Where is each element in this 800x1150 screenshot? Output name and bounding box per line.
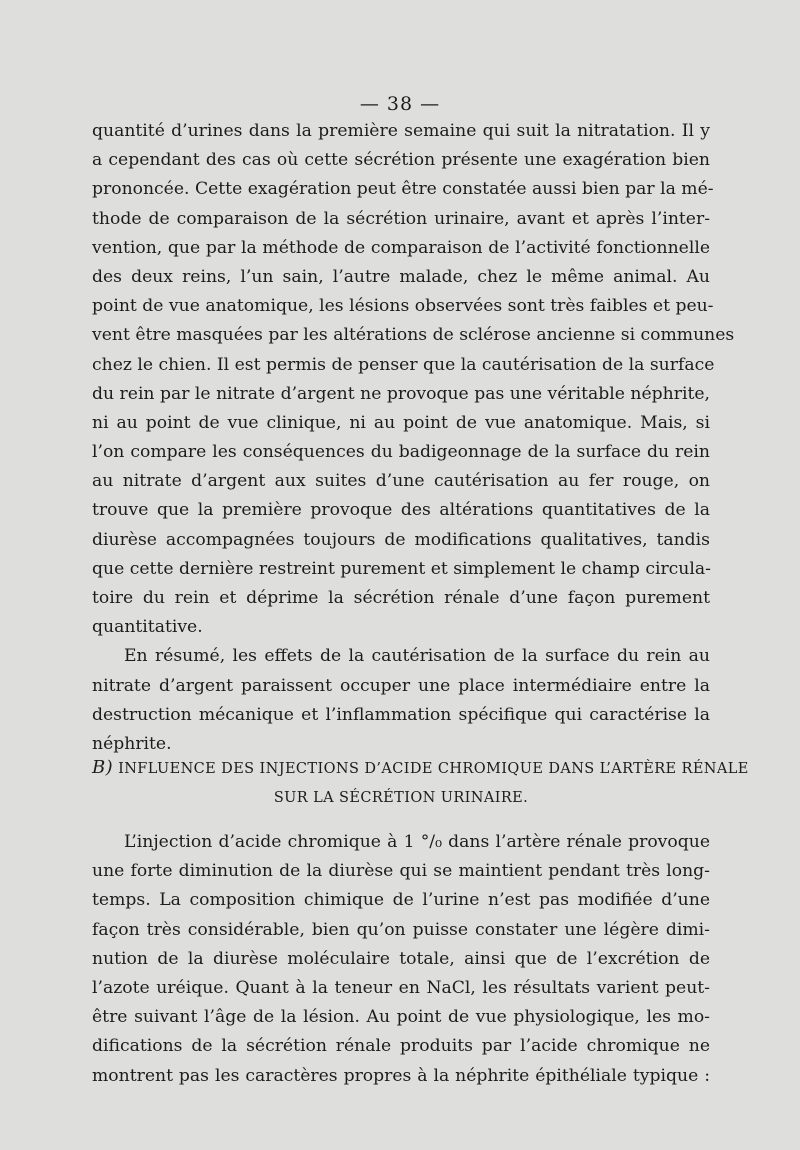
text-line: néphrite. [92,733,172,754]
text-line: une forte diminution de la diurèse qui se maintient pendant très long- [92,861,710,882]
heading-subtitle: SUR LA SÉCRÉTION URINAIRE. [273,790,529,806]
text-line: thode de comparaison de la sécrétion urinaire, avant et après l’inter- [92,208,710,229]
text-line: point de vue anatomique, les lésions observées sont très faibles et peu- [92,296,714,317]
text-line: vent être masquées par les altérations de sclérose ancienne si communes [92,325,735,346]
text-line: trouve que la première provoque des altérations quantitatives de la [92,500,710,521]
text-line: ni au point de vue clinique, ni au point de vue anatomique. Mais, si [92,412,710,433]
text-line: que cette dernière restreint purement et simplement le champ circula- [92,558,711,579]
text-line: destruction mécanique et l’inflammation spécifique qui caractérise la [92,704,710,725]
text-line: montrent pas les caractères propres à la néphrite épithéliale typique : [92,1065,710,1086]
text-line: En résumé, les effets de la cautérisation de la surface du rein au [124,646,710,667]
paragraph-chromic-acid [92,828,710,1091]
text-line: être suivant l’âge de la lésion. Au point de vue physiologique, les mo- [92,1007,710,1028]
text-line: vention, que par la méthode de comparaison de l’activité fonctionnelle [92,237,710,258]
heading-title: INFLUENCE DES INJECTIONS D’ACIDE CHROMIQUE DANS L’ARTÈRE RÉNALE [118,761,749,777]
text-line: nitrate d’argent paraissent occuper une place intermédiaire entre la [92,675,710,696]
text-line: L’injection d’acide chromique à 1 °/₀ dans l’artère rénale provoque [124,832,710,852]
text-line: chez le chien. Il est permis de penser que la cautérisation de la surface [92,354,715,375]
text-line: temps. La composition chimique de l’urine n’est pas modifiée d’une [92,890,710,911]
text-line: du rein par le nitrate d’argent ne provoque pas une véritable néphrite, [92,383,710,404]
text-line: des deux reins, l’un sain, l’autre malade, chez le même animal. Au [92,266,710,287]
text-line: façon très considérable, bien qu’on puisse constater une légère dimi- [92,919,710,940]
text-line: difications de la sécrétion rénale produits par l’acide chromique ne [92,1036,710,1057]
text-line: toire du rein et déprime la sécrétion rénale d’une façon purement [92,588,710,608]
text-line: l’on compare les conséquences du badigeonnage de la surface du rein [92,442,710,463]
text-line: nution de la diurèse moléculaire totale, ainsi que de l’excrétion de [92,948,710,969]
text-line: a cependant des cas où cette sécrétion présente une exagération bien [92,150,710,171]
section-heading [92,753,749,813]
text-line: quantité d’urines dans la première semaine qui suit la nitratation. Il y [92,121,710,141]
text-line: diurèse accompagnées toujours de modifications qualitatives, tandis [92,529,710,550]
text-line: l’azote uréique. Quant à la teneur en NaCl, les résultats varient peut- [92,977,710,998]
page-number: — 38 — [359,93,441,115]
text-line: au nitrate d’argent aux suites d’une cautérisation au fer rouge, on [92,471,710,492]
paragraph-nitratation [92,117,735,759]
text-line: quantitative. [92,617,203,638]
section-marker: B) [92,757,114,778]
text-line: prononcée. Cette exagération peut être constatée aussi bien par la mé- [92,179,714,200]
heading-line [92,753,749,783]
